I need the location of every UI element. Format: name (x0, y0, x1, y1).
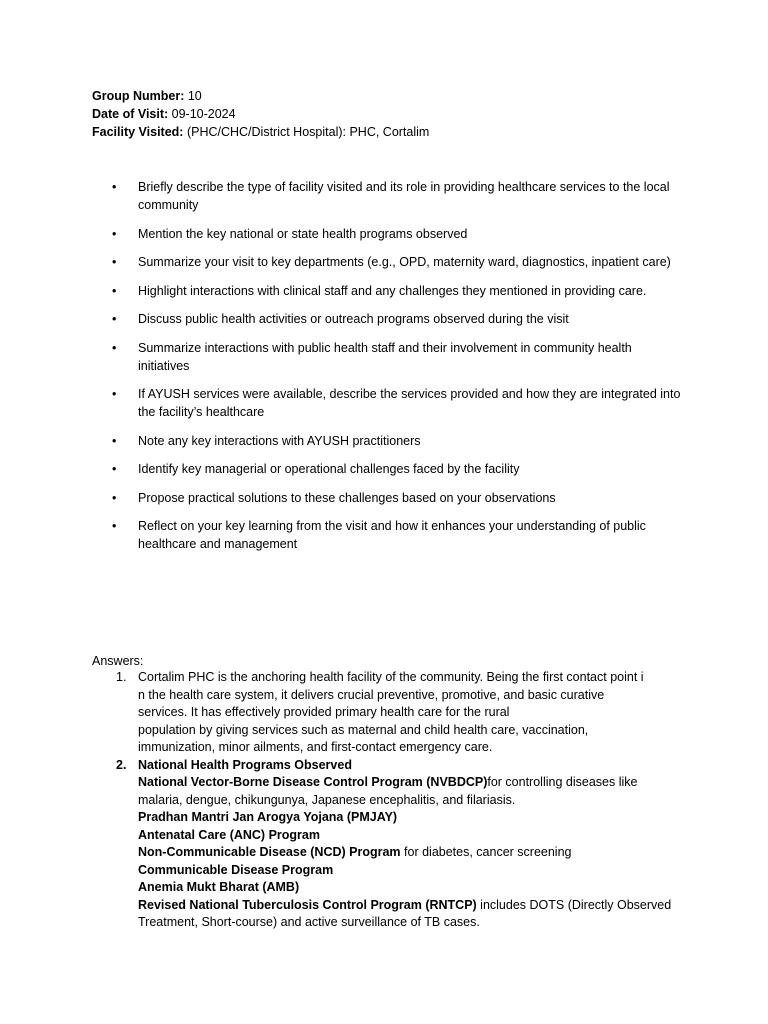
bullet-icon: • (112, 490, 117, 505)
list-item (112, 460, 682, 478)
group-number-value: 10 (184, 89, 202, 103)
list-item-text: Summarize your visit to key departments (e.g., OPD, maternity ward, diagnostics, inpatient care) (138, 255, 671, 269)
list-item-text: Identify key managerial or operational challenges faced by the facility (138, 462, 520, 476)
program-ncd-desc: for diabetes, cancer screening (400, 845, 572, 859)
list-item (112, 253, 682, 271)
list-item-text: If AYUSH services were available, describe the services provided and how they are integrated into the facility’s healthcare (138, 387, 681, 419)
answer-item-1 (112, 669, 682, 757)
program-nvbdcp-desc: for controlling diseases like (487, 775, 638, 789)
program-nvbdcp-name: National Vector-Borne Disease Control Program (NVBDCP) (138, 775, 488, 789)
answer-line: immunization, minor ailments, and first-contact emergency care. (138, 740, 493, 754)
instruction-list (112, 178, 682, 564)
facility-visited-label: Facility Visited: (92, 125, 184, 139)
bullet-icon: • (112, 180, 117, 194)
list-item (112, 489, 682, 507)
facility-visited-row (92, 123, 429, 141)
program-amb: Anemia Mukt Bharat (AMB) (138, 880, 300, 894)
list-item-text: Briefly describe the type of facility visited and its role in providing healthcare services to the local community (138, 180, 670, 212)
program-nvbdcp-desc-cont: malaria, dengue, chikungunya, Japanese encephalitis, and filariasis. (138, 792, 516, 807)
list-item (112, 225, 682, 243)
answer-line: services. It has effectively provided primary health care for the rural (138, 705, 510, 719)
list-item-text: Discuss public health activities or outreach programs observed during the visit (138, 312, 569, 326)
group-number-row (92, 87, 429, 105)
program-rntcp-name: Revised National Tuberculosis Control Program (RNTCP) (138, 897, 477, 912)
answer-item-2 (112, 757, 682, 932)
answer-number: 2. (116, 757, 127, 772)
program-anc: Antenatal Care (ANC) Program (138, 827, 320, 842)
answers-heading: Answers: (92, 654, 144, 668)
list-item (112, 310, 682, 328)
list-item-text: Highlight interactions with clinical staff and any challenges they mentioned in providing care. (138, 283, 647, 298)
program-communicable: Communicable Disease Program (138, 862, 334, 877)
bullet-icon: • (112, 462, 117, 476)
program-rntcp-desc-cont: Treatment, Short-course) and active surveillance of TB cases. (138, 915, 480, 929)
program-nvbdcp (138, 774, 682, 792)
program-ncd (138, 844, 682, 862)
answer-line: Cortalim PHC is the anchoring health facility of the community. Being the first contact point i (138, 670, 644, 684)
date-of-visit-row (92, 105, 429, 123)
list-item (112, 517, 682, 553)
list-item (112, 178, 682, 214)
bullet-icon: • (112, 312, 117, 326)
program-rntcp-desc: includes DOTS (Directly Observed (476, 897, 672, 912)
programs-heading: National Health Programs Observed (138, 757, 352, 772)
date-of-visit-value: 09-10-2024 (168, 107, 236, 121)
list-item-text: Propose practical solutions to these challenges based on your observations (138, 490, 556, 505)
bullet-icon: • (112, 519, 117, 533)
list-item-text: Reflect on your key learning from the visit and how it enhances your understanding of public healthcare and management (138, 519, 646, 551)
list-item (112, 282, 682, 300)
list-item-text: Mention the key national or state health programs observed (138, 226, 468, 241)
bullet-icon: • (112, 340, 117, 355)
bullet-icon: • (112, 387, 117, 401)
facility-visited-value: (PHC/CHC/District Hospital): PHC, Cortalim (183, 125, 430, 139)
answer-line: n the health care system, it delivers crucial preventive, promotive, and basic curative (138, 687, 605, 702)
list-item-text: Note any key interactions with AYUSH practitioners (138, 433, 421, 448)
group-number-label: Group Number: (92, 89, 185, 103)
program-ncd-name: Non-Communicable Disease (NCD) Program (138, 845, 401, 859)
bullet-icon: • (112, 283, 117, 298)
list-item (112, 385, 682, 421)
bullet-icon: • (112, 226, 117, 241)
answers-list (112, 669, 682, 932)
answer-line: population by giving services such as maternal and child health care, vaccination, (138, 722, 589, 737)
header-block (92, 87, 429, 141)
bullet-icon: • (112, 433, 117, 448)
date-of-visit-label: Date of Visit: (92, 107, 169, 121)
list-item (112, 432, 682, 450)
list-item (112, 339, 682, 375)
answer-number: 1. (116, 670, 127, 684)
list-item-text: Summarize interactions with public health staff and their involvement in community health initiatives (138, 340, 632, 373)
bullet-icon: • (112, 255, 117, 269)
program-pmjay: Pradhan Mantri Jan Arogya Yojana (PMJAY) (138, 810, 398, 824)
program-rntcp (138, 897, 682, 915)
